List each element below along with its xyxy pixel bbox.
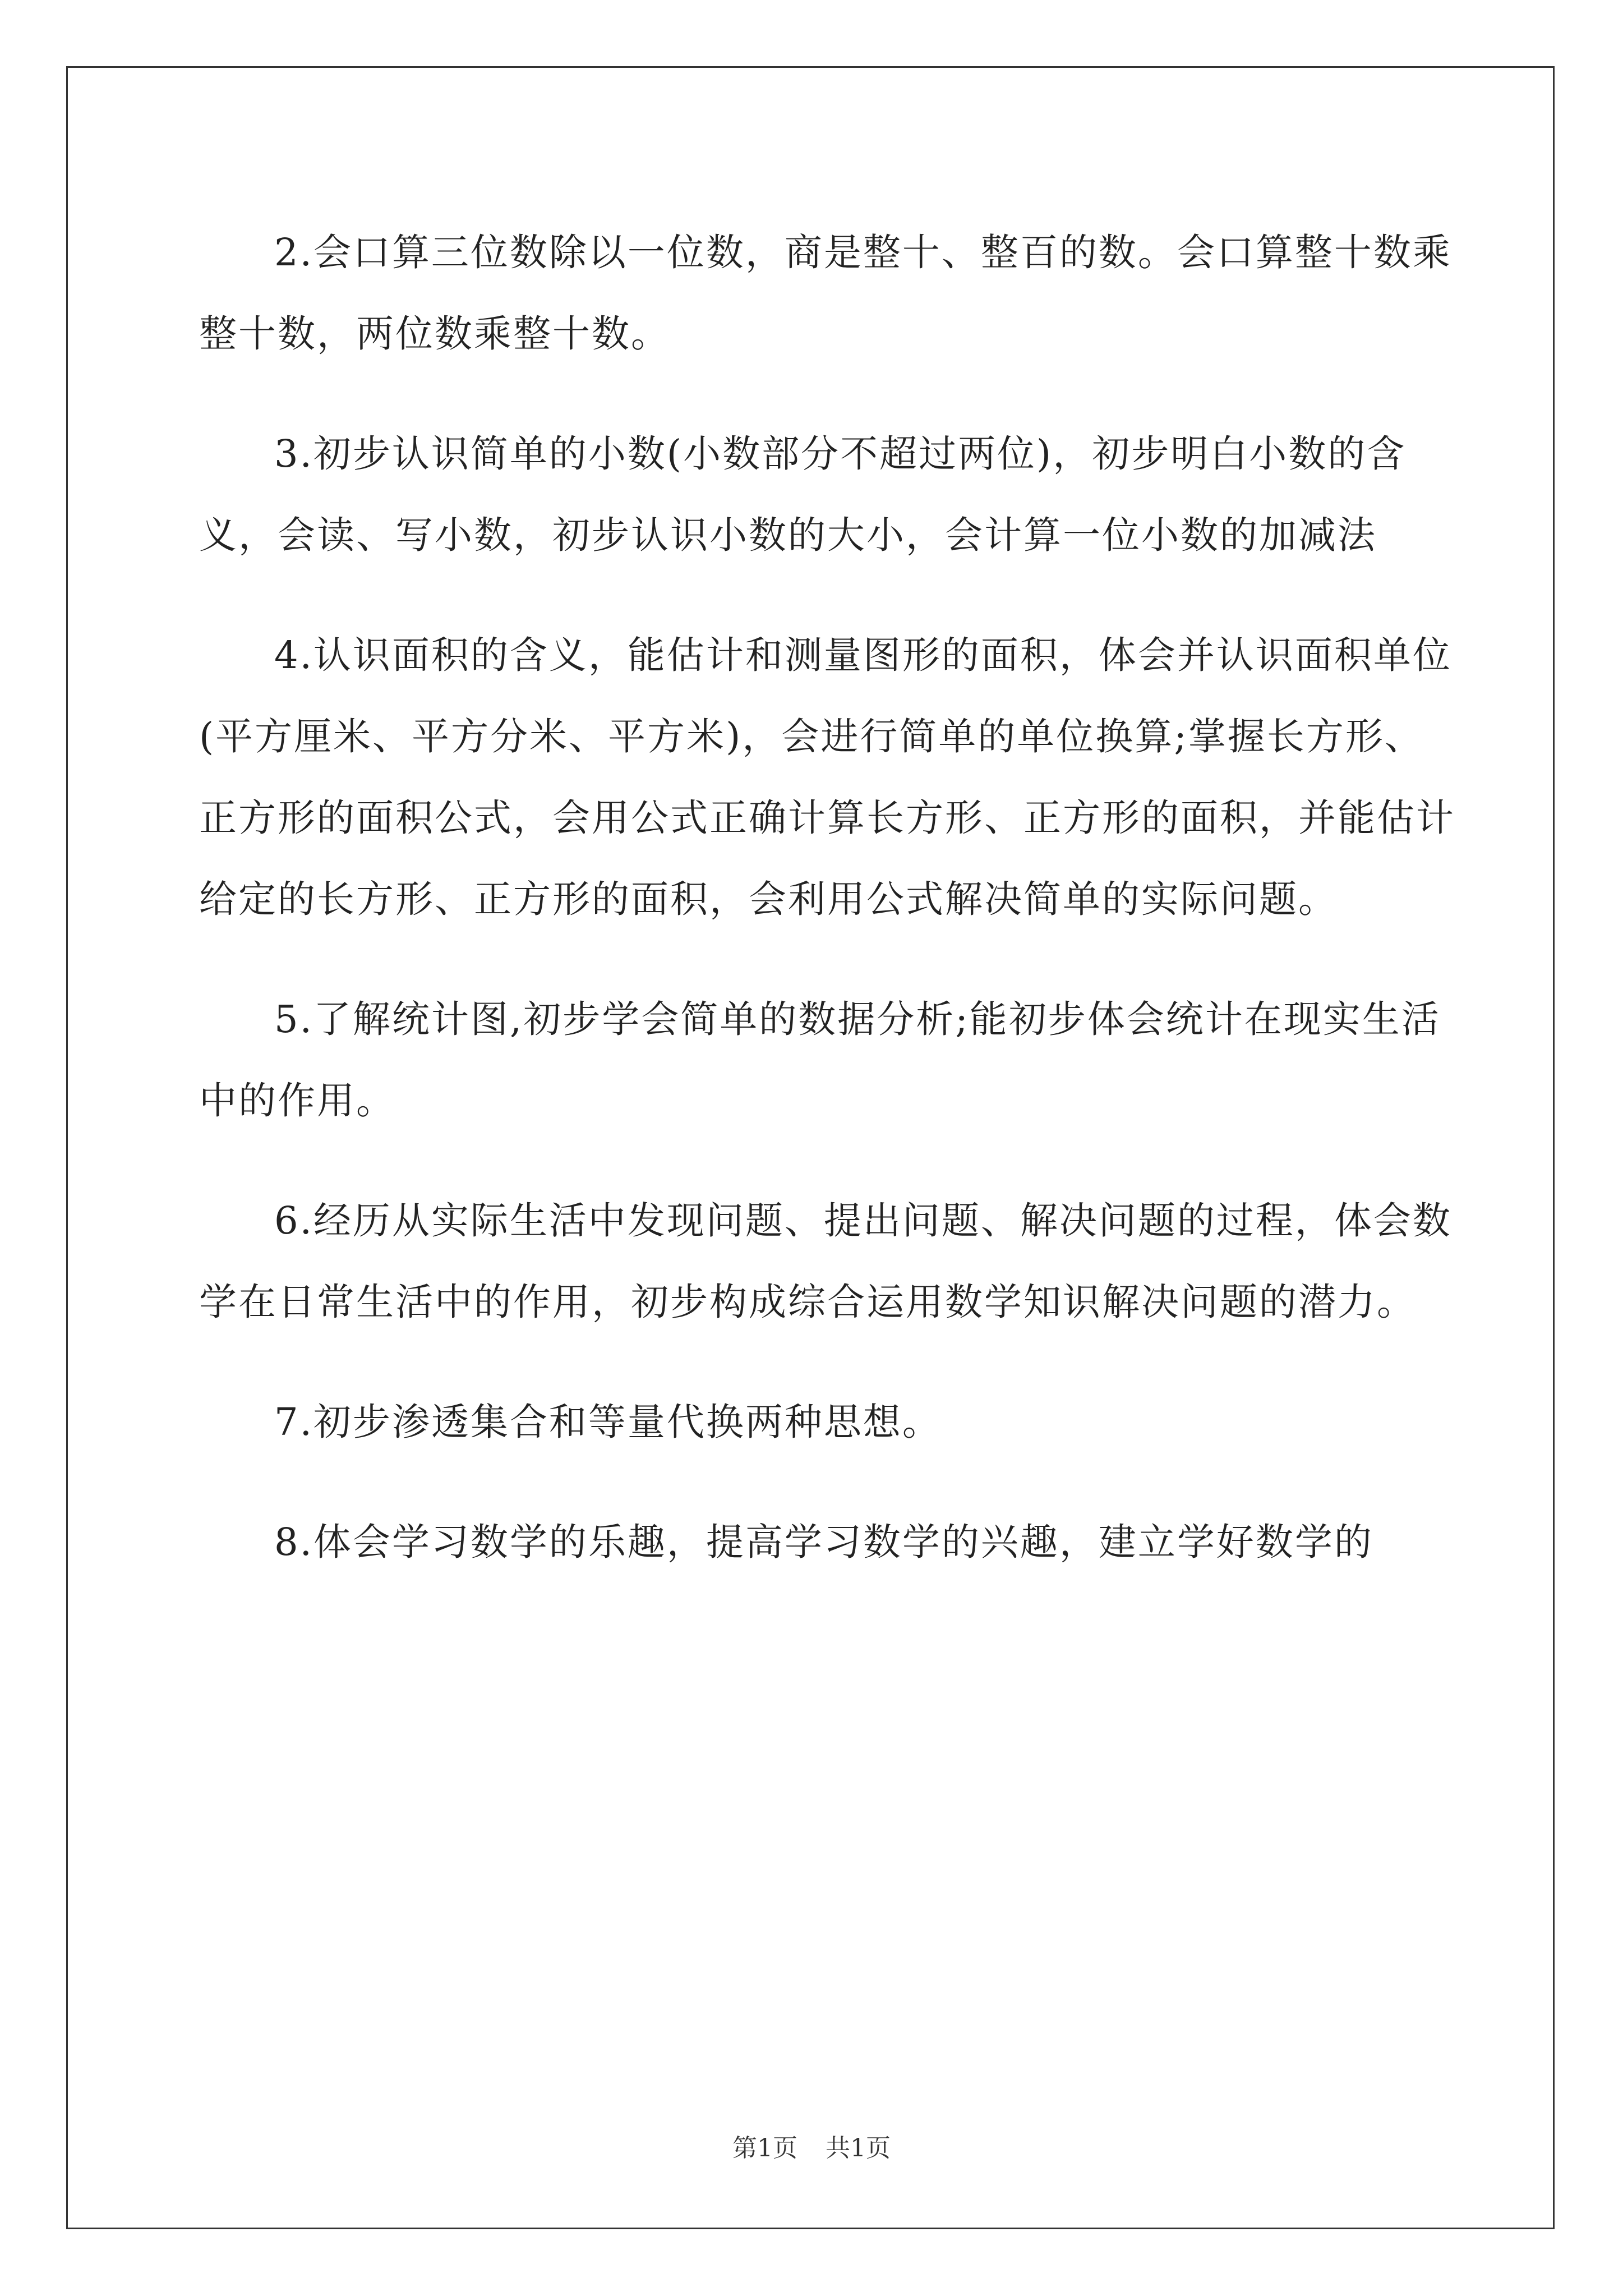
paragraph-item-8: 8.体会学习数学的乐趣，提高学习数学的兴趣，建立学好数学的	[274, 1520, 1373, 1564]
document-body	[199, 212, 1455, 1622]
page-footer	[0, 2132, 1623, 2165]
paragraph-item-4: 4.认识面积的含义，能估计和测量图形的面积，体会并认识面积单位(平方厘米、平方分米、平方米)，会进行简单的单位换算;掌握长方形、正方形的面积公式，会用公式正确计算长方形、正方形的面积，并能估计给定的长方形、正方形的面积，会利用公式解决简单的实际问题。	[199, 633, 1455, 921]
paragraph-item-3: 3.初步认识简单的小数(小数部分不超过两位)，初步明白小数的含义，会读、写小数，初步认识小数的大小，会计算一位小数的加减法	[199, 432, 1407, 557]
paragraph-item-5: 5.了解统计图,初步学会简单的数据分析;能初步体会统计在现实生活中的作用。	[199, 997, 1441, 1122]
page-total: 共1页	[826, 2134, 891, 2162]
paragraph-item-6: 6.经历从实际生活中发现问题、提出问题、解决问题的过程，体会数学在日常生活中的作用，初步构成综合运用数学知识解决问题的潜力。	[199, 1199, 1452, 1324]
paragraph-item-2: 2.会口算三位数除以一位数，商是整十、整百的数。会口算整十数乘整十数，两位数乘整十数。	[199, 231, 1452, 356]
page-number: 第1页	[732, 2134, 797, 2162]
paragraph-item-7: 7.初步渗透集合和等量代换两种思想。	[274, 1400, 942, 1444]
